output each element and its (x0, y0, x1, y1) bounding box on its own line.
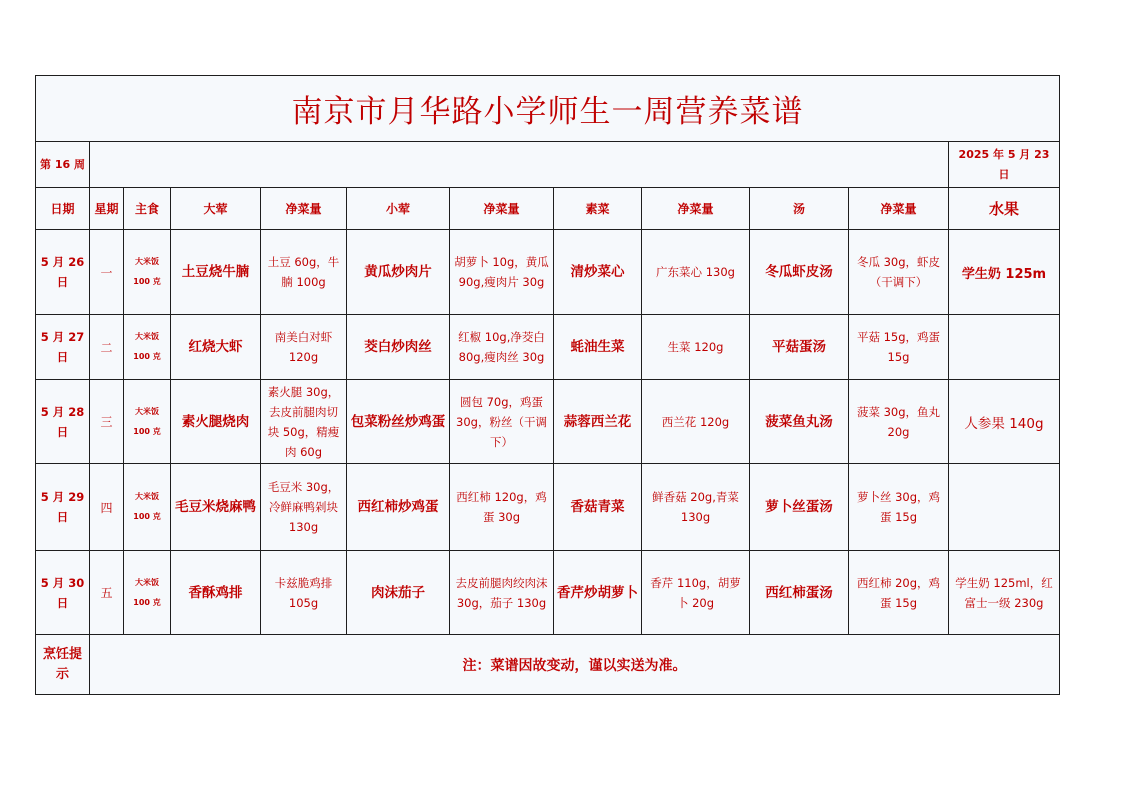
row-soup-qty: 平菇 15g，鸡蛋 15g (849, 315, 949, 380)
col-header-veg: 素菜 (554, 188, 642, 230)
row-weekday: 三 (90, 380, 124, 464)
row-side-qty: 红椒 10g,净茭白 80g,瘦肉丝 30g (450, 315, 554, 380)
row-side-dish: 茭白炒肉丝 (347, 315, 450, 380)
row-veg-qty: 鲜香菇 20g,青菜 130g (642, 464, 750, 551)
row-soup-qty: 菠菜 30g，鱼丸 20g (849, 380, 949, 464)
row-staple: 大米饭 100 克 (124, 230, 171, 315)
row-main-dish: 香酥鸡排 (171, 551, 261, 635)
col-header-fruit: 水果 (949, 188, 1060, 230)
header-spacer (90, 142, 949, 188)
row-staple: 大米饭 100 克 (124, 380, 171, 464)
col-header-date: 日期 (36, 188, 90, 230)
row-staple: 大米饭 100 克 (124, 464, 171, 551)
row-veg-qty: 广东菜心 130g (642, 230, 750, 315)
row-weekday: 五 (90, 551, 124, 635)
row-side-qty: 西红柿 120g，鸡蛋 30g (450, 464, 554, 551)
row-fruit (949, 315, 1060, 380)
col-header-staple: 主食 (124, 188, 171, 230)
row-soup-qty: 萝卜丝 30g，鸡蛋 15g (849, 464, 949, 551)
col-header-veg-qty: 净菜量 (642, 188, 750, 230)
row-weekday: 四 (90, 464, 124, 551)
col-header-side-dish: 小荤 (347, 188, 450, 230)
row-veg-qty: 西兰花 120g (642, 380, 750, 464)
row-soup: 菠菜鱼丸汤 (750, 380, 849, 464)
row-main-qty: 南美白对虾 120g (261, 315, 347, 380)
row-main-dish: 红烧大虾 (171, 315, 261, 380)
row-veg: 蚝油生菜 (554, 315, 642, 380)
row-fruit: 学生奶 125ml，红富士一级 230g (949, 551, 1060, 635)
row-date: 5 月 30 日 (36, 551, 90, 635)
col-header-side-qty: 净菜量 (450, 188, 554, 230)
col-header-main-dish: 大荤 (171, 188, 261, 230)
col-header-weekday: 星期 (90, 188, 124, 230)
row-main-qty: 卡兹脆鸡排 105g (261, 551, 347, 635)
row-soup: 西红柿蛋汤 (750, 551, 849, 635)
row-side-qty: 去皮前腿肉绞肉沫 30g，茄子 130g (450, 551, 554, 635)
row-staple: 大米饭 100 克 (124, 551, 171, 635)
row-soup: 冬瓜虾皮汤 (750, 230, 849, 315)
footer-row (36, 635, 1060, 695)
row-soup: 萝卜丝蛋汤 (750, 464, 849, 551)
row-soup-qty: 西红柿 20g，鸡蛋 15g (849, 551, 949, 635)
row-date: 5 月 27 日 (36, 315, 90, 380)
column-header-row (36, 188, 1060, 230)
row-veg: 香菇青菜 (554, 464, 642, 551)
footer-note: 注：菜谱因故变动，谨以实送为准。 (90, 635, 1060, 695)
row-veg: 蒜蓉西兰花 (554, 380, 642, 464)
row-date: 5 月 26 日 (36, 230, 90, 315)
row-fruit: 人参果 140g (949, 380, 1060, 464)
row-main-dish: 土豆烧牛腩 (171, 230, 261, 315)
row-fruit: 学生奶 125m (949, 230, 1060, 315)
row-veg-qty: 生菜 120g (642, 315, 750, 380)
row-side-dish: 肉沫茄子 (347, 551, 450, 635)
row-main-qty: 毛豆米 30g，冷鲜麻鸭剁块 130g (261, 464, 347, 551)
row-soup: 平菇蛋汤 (750, 315, 849, 380)
table-row (36, 464, 1060, 551)
row-veg-qty: 香芹 110g，胡萝卜 20g (642, 551, 750, 635)
row-weekday: 一 (90, 230, 124, 315)
week-number: 第 16 周 (36, 142, 90, 188)
table-row (36, 380, 1060, 464)
row-date: 5 月 28 日 (36, 380, 90, 464)
page-title: 南京市月华路小学师生一周营养菜谱 (36, 76, 1060, 142)
row-veg: 清炒菜心 (554, 230, 642, 315)
row-side-dish: 黄瓜炒肉片 (347, 230, 450, 315)
row-main-qty: 土豆 60g，牛腩 100g (261, 230, 347, 315)
row-date: 5 月 29 日 (36, 464, 90, 551)
col-header-soup-qty: 净菜量 (849, 188, 949, 230)
table-row (36, 315, 1060, 380)
row-veg: 香芹炒胡萝卜 (554, 551, 642, 635)
row-side-qty: 圆包 70g，鸡蛋 30g，粉丝（干调下） (450, 380, 554, 464)
row-main-dish: 毛豆米烧麻鸭 (171, 464, 261, 551)
row-staple: 大米饭 100 克 (124, 315, 171, 380)
table-row (36, 230, 1060, 315)
issue-date: 2025 年 5 月 23 日 (949, 142, 1060, 188)
row-side-qty: 胡萝卜 10g，黄瓜 90g,瘦肉片 30g (450, 230, 554, 315)
row-fruit (949, 464, 1060, 551)
cooking-tip-label: 烹饪提示 (36, 635, 90, 695)
weekly-menu-table (35, 75, 1060, 695)
row-weekday: 二 (90, 315, 124, 380)
row-side-dish: 西红柿炒鸡蛋 (347, 464, 450, 551)
row-soup-qty: 冬瓜 30g，虾皮（干调下） (849, 230, 949, 315)
col-header-main-qty: 净菜量 (261, 188, 347, 230)
row-main-qty: 素火腿 30g，去皮前腿肉切块 50g，精瘦肉 60g (261, 380, 347, 464)
table-row (36, 551, 1060, 635)
col-header-soup: 汤 (750, 188, 849, 230)
row-main-dish: 素火腿烧肉 (171, 380, 261, 464)
row-side-dish: 包菜粉丝炒鸡蛋 (347, 380, 450, 464)
